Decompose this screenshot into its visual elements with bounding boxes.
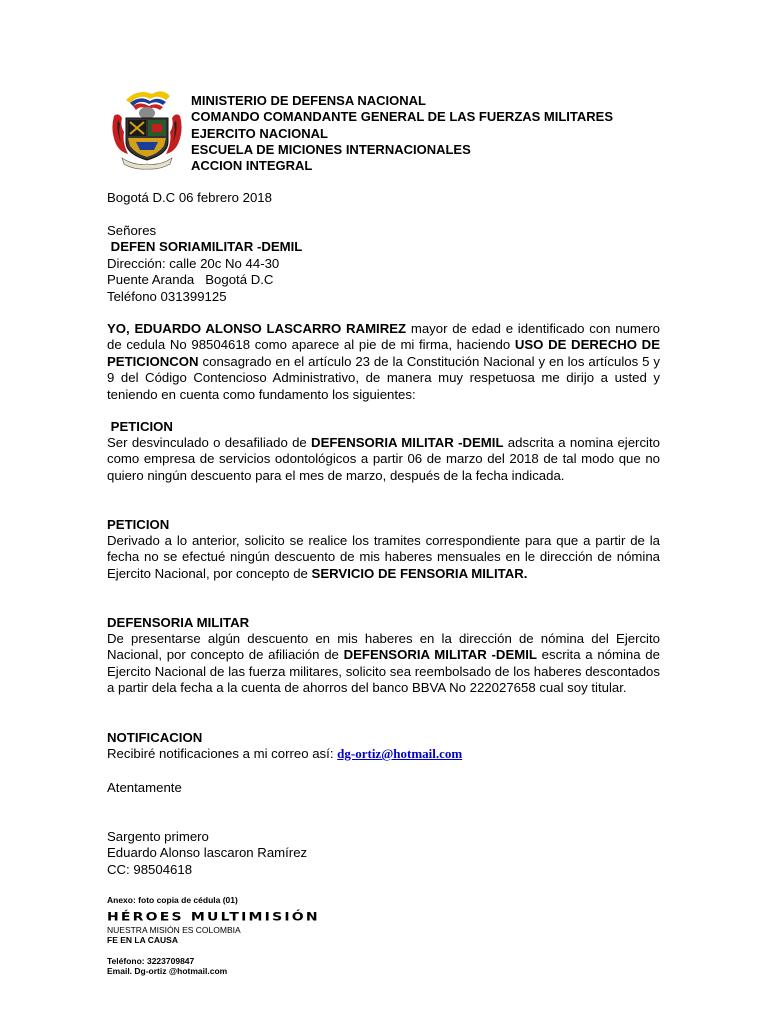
notification-line	[107, 746, 462, 762]
closing: Atentamente	[107, 780, 182, 795]
petition-2-paragraph	[107, 533, 660, 582]
letter-date: Bogotá D.C 06 febrero 2018	[107, 190, 272, 205]
header-line-action: ACCION INTEGRAL	[191, 158, 313, 174]
notification-email-link[interactable]: dg-ortiz@hotmail.com	[337, 746, 463, 761]
military-coat-of-arms-icon	[108, 86, 186, 172]
defensoria-entity: DEFENSORIA MILITAR -DEMIL	[343, 647, 537, 663]
header-line-ministry: MINISTERIO DE DEFENSA NACIONAL	[191, 93, 426, 108]
notification-text: Recibiré notificaciones a mi correo así:	[107, 746, 338, 761]
signature-name: Eduardo Alonso lascaron Ramírez	[107, 845, 308, 861]
recipient-name: DEFEN SORIAMILITAR -DEMIL	[107, 239, 303, 255]
intro-text-1: mayor de edad e identificado con numero de cedula No 98504618 como aparece al pie de mi firma, haciendo	[107, 321, 660, 353]
defensoria-text-2: escrita a nómina de Ejercito Nacional de las fuerza militares, solicito sea reembolsado de los haberes descontados a partir dela fecha a la cuenta de ahorros del banco BBVA No 222027658 cual soy titular.	[107, 647, 660, 696]
petition-1-heading: PETICION	[107, 419, 173, 434]
recipient-city: Puente Aranda Bogotá D.C	[107, 272, 274, 288]
brand-slogan-1: NUESTRA MISIÓN ES COLOMBIA	[107, 925, 241, 935]
footer-email: Email. Dg-ortiz @hotmail.com	[107, 966, 228, 976]
petition-1-entity: DEFENSORIA MILITAR -DEMIL	[311, 435, 504, 450]
brand-title: HÉROES MULTIMISIÓN	[107, 911, 320, 924]
author-name: YO, EDUARDO ALONSO LASCARRO RAMIREZ	[107, 321, 407, 336]
signature-id: CC: 98504618	[107, 861, 193, 877]
intro-right-of-petition: USO DE DERECHO DE PETICIONCON	[107, 337, 660, 369]
signature-block	[107, 829, 307, 878]
annex-note: Anexo: foto copia de cédula (01)	[107, 895, 238, 905]
intro-text-2: consagrado en el artículo 23 de la Constitución Nacional y en los artículos 5 y 9 del Código Contencioso Administrativo, de manera muy respetuosa me dirijo a usted y teniendo en cuenta como fundamento los siguientes:	[107, 353, 660, 402]
intro-paragraph	[107, 321, 660, 403]
notification-heading: NOTIFICACION	[107, 730, 203, 745]
petition-1-text-2: adscrita a nomina ejercito como empresa de servicios odontológicos a partir 06 de marzo del 2018 de tal modo que no quiero ningún descuento para el mes de marzo, después de la fecha indicada.	[107, 435, 660, 483]
header-line-command: COMANDO COMANDANTE GENERAL DE LAS FUERZAS MILITARES	[191, 109, 614, 125]
petition-2-heading: PETICION	[107, 517, 170, 532]
header-line-army: EJERCITO NACIONAL	[191, 125, 328, 141]
brand-slogan-2: FE EN LA CAUSA	[107, 935, 178, 945]
recipient-phone: Teléfono 031399125	[107, 288, 227, 304]
header-line-school: ESCUELA DE MICIONES INTERNACIONALES	[191, 141, 471, 157]
letterhead	[191, 93, 613, 174]
petition-1-paragraph	[107, 435, 660, 484]
recipient-block	[107, 223, 302, 305]
petition-1-text-1: Ser desvinculado o desafiliado de	[107, 435, 312, 450]
recipient-address: Dirección: calle 20c No 44-30	[107, 255, 280, 271]
petition-2-service: SERVICIO DE FENSORIA MILITAR.	[311, 565, 528, 581]
defensoria-text-1: De presentarse algún descuento en mis haberes en la dirección de nómina del Ejercito Nacional, por concepto de afiliación de	[107, 631, 660, 663]
footer-phone: Teléfono: 3223709847	[107, 956, 195, 966]
petition-2-text-1: Derivado a lo anterior, solicito se realice los tramites correspondiente para que a partir de la fecha no se efectué ningún descuento de mis haberes mensuales en le dirección de nómina Ejercito Nacional, por concepto de	[107, 533, 660, 581]
defensoria-paragraph	[107, 631, 660, 697]
recipient-salutation: Señores	[107, 223, 157, 238]
signature-rank: Sargento primero	[107, 829, 209, 844]
defensoria-heading: DEFENSORIA MILITAR	[107, 615, 250, 630]
